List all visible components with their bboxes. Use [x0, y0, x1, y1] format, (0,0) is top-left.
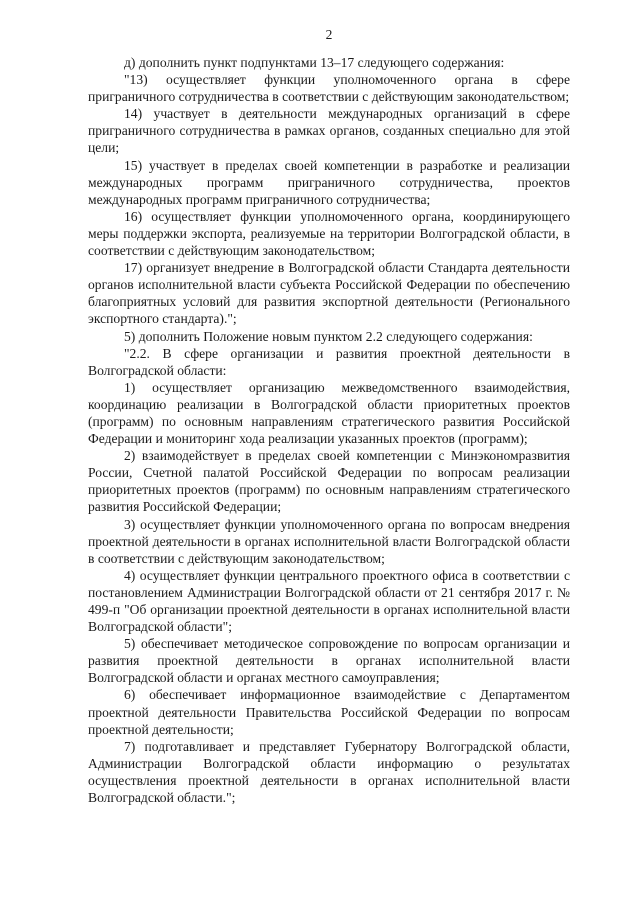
document-body [88, 54, 570, 806]
paragraph: 6) обеспечивает информационное взаимодействие с Департаментом проектной деятельности Правительства Российской Федерации по вопросам проектной деятельности; [88, 687, 570, 737]
paragraph: 16) осуществляет функции уполномоченного органа, координирующего меры поддержки экспорта, реализуемые на территории Волгоградской области, в соответствии с действующим законодательством; [88, 208, 570, 259]
paragraph: 17) организует внедрение в Волгоградской области Стандарта деятельности органов исполнительной власти субъекта Российской Федерации по обеспечению благоприятных условий для развития экспортной деятельности (Регионального экспортного стандарта)."; [88, 260, 570, 327]
paragraph: "13) осуществляет функции уполномоченного органа в сфере приграничного сотрудничества в соответствии с действующим законодательством; [88, 72, 570, 105]
page-number: 2 [325, 27, 333, 42]
paragraph: 5) дополнить Положение новым пунктом 2.2 следующего содержания: [124, 328, 533, 344]
paragraph: д) дополнить пункт подпунктами 13–17 следующего содержания: [124, 55, 505, 70]
paragraph: 1) осуществляет организацию межведомственного взаимодействия, координацию реализации в Волгоградской области приоритетных проектов (программ) по основным направлениям стратегического развития Российской Федерации и мониторинг хода реализации указанных проектов (программ); [88, 379, 570, 447]
paragraph: 5) обеспечивает методическое сопровождение по вопросам организации и развития проектной деятельности в органах исполнительной власти Волгоградской области и органах местного самоуправления; [88, 636, 570, 686]
paragraph: 3) осуществляет функции уполномоченного органа по вопросам внедрения проектной деятельности в органах исполнительной власти Волгоградской области в соответствии с действующим законодательством; [88, 516, 570, 566]
document-page [88, 26, 570, 806]
paragraph: 4) осуществляет функции центрального проектного офиса в соответствии с постановлением Администрации Волгоградской области от 21 сентября 2017 г. № 499-п "Об организации проектной деятельности в органах исполнительной власти Волгоградской области"; [88, 567, 570, 635]
paragraph: 2) взаимодействует в пределах своей компетенции с Минэкономразвития России, Счетной палатой Российской Федерации по вопросам реализации приоритетных проектов (программ) по основным направлениям стратегического развития Российской Федерации; [88, 448, 570, 515]
paragraph: "2.2. В сфере организации и развития проектной деятельности в Волгоградской области: [88, 345, 570, 378]
paragraph: 7) подготавливает и представляет Губернатору Волгоградской области, Администрации Волгоградской области информацию о результатах осуществления проектной деятельности в органах исполнительной власти Волгоградской области."; [88, 738, 570, 806]
paragraph: 15) участвует в пределах своей компетенции в разработке и реализации международных программ приграничного сотрудничества, проектов международных программ приграничного сотрудничества; [88, 157, 570, 207]
paragraph: 14) участвует в деятельности международных организаций в сфере приграничного сотрудничества в рамках органов, созданных специально для этой цели; [88, 106, 570, 156]
